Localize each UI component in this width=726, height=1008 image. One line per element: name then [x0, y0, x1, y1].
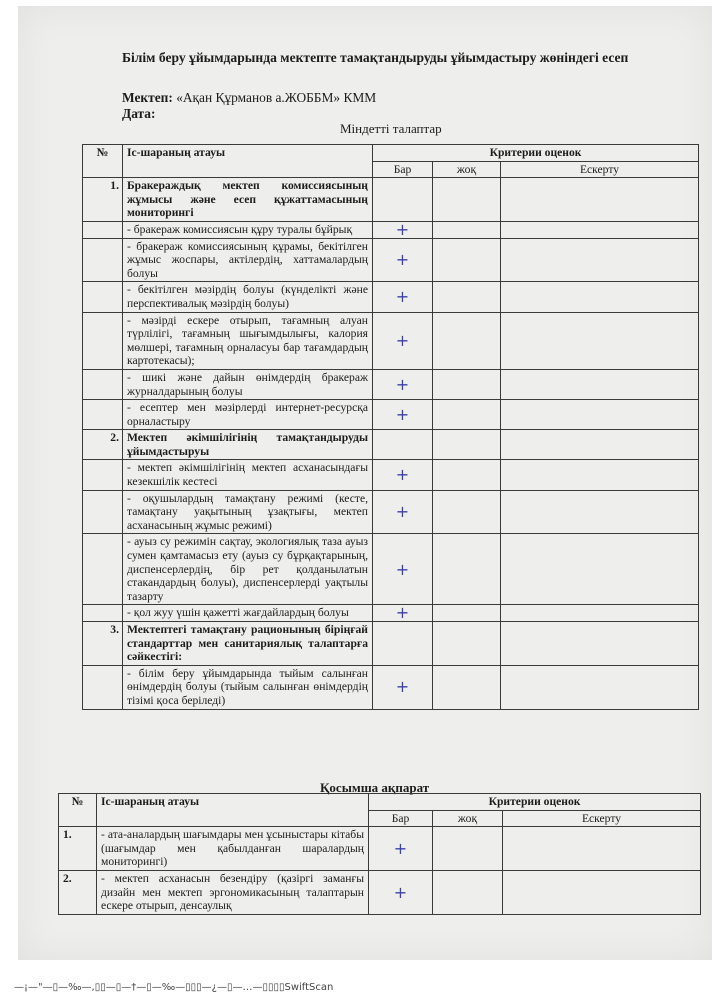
- item-text: - білім беру ұйымдарында тыйым салынған өнімдердің болуы (тыйым салынған өнімдердің тізімі қоса беріледі): [123, 665, 373, 709]
- col-name-header: Іс-шараның атауы: [97, 794, 369, 827]
- checkmark-plus: +: [373, 312, 433, 369]
- table-row: [83, 282, 699, 312]
- item-text: - шикі және дайын өнімдердің бракераж журналдарының болуы: [123, 369, 373, 399]
- checkmark-plus: +: [373, 490, 433, 534]
- item-text: - оқушылардың тамақтану режимі (кесте, тамақтану уақытының ұзақтығы, мектеп асханасының жұмыс режимі): [123, 490, 373, 534]
- section-title: Бракераждық мектеп комиссиясының жұмысы және есеп құжаттамасының мониторингі: [123, 178, 373, 222]
- col-note-header: Ескерту: [503, 810, 701, 827]
- table-row: [59, 870, 701, 914]
- table-row: [83, 605, 699, 622]
- item-text: - есептер мен мәзірлерді интернет-ресурсқа орналастыру: [123, 400, 373, 430]
- item-text: - мектеп асханасын безендіру (қазіргі заманғы дизайн мен мектеп эргономикасының талаптарын ескере отырып, денсаулық: [97, 870, 369, 914]
- document-header: [122, 50, 682, 66]
- item-text: - ата-аналардың шағымдары мен ұсыныстары кітабы (шағымдар мен қабылданған шаралардың мониторингі): [97, 827, 369, 871]
- section-row: [83, 430, 699, 460]
- row-number: 2.: [59, 870, 97, 914]
- col-note-header: Ескерту: [501, 161, 699, 178]
- checkmark-plus: +: [373, 605, 433, 622]
- col-zhok-header: жоқ: [433, 810, 503, 827]
- section-title: Мектеп әкімшілігінің тамақтандыруды ұйымдастыруы: [123, 430, 373, 460]
- table-row: [59, 827, 701, 871]
- table-row: [83, 312, 699, 369]
- requirements-title: Міндетті талаптар: [340, 121, 442, 136]
- item-text: - мәзірді ескере отырып, тағамның алуан түрлілігі, тағамның шығымдылығы, калория мөлшері, тағамның орналасуы бар тағамдардың картотекасы);: [123, 312, 373, 369]
- table-row: [83, 238, 699, 282]
- checkmark-plus: +: [373, 460, 433, 490]
- col-zhok-header: жоқ: [433, 161, 501, 178]
- table-row: [83, 490, 699, 534]
- section-number: 2.: [83, 430, 123, 460]
- col-bar-header: Бар: [373, 161, 433, 178]
- date-label: Дата:: [122, 106, 156, 121]
- supplementary-table: [58, 793, 701, 915]
- section-number: 3.: [83, 622, 123, 666]
- item-text: - бракераж комиссиясын құру туралы бұйрық: [123, 221, 373, 238]
- table-row: [83, 534, 699, 605]
- section-title: Мектептегі тамақтану рационының біріңғай стандарттар мен санитариялық талаптарға сәйкестігі:: [123, 622, 373, 666]
- checkmark-plus: +: [369, 827, 433, 871]
- item-text: - ауыз су режимін сақтау, экологиялық таза ауыз сумен қамтамасыз ету (ауыз су бұрқақтарының, диспенсерлердің, бір рет қолданылатын стакандардың болуы), диспенсерлерді уақтылы тазарту: [123, 534, 373, 605]
- row-number: 1.: [59, 827, 97, 871]
- section-number: 1.: [83, 178, 123, 222]
- section-row: [83, 622, 699, 666]
- school-label: Мектеп:: [122, 90, 173, 105]
- col-criteria-header: Критерии оценок: [373, 145, 699, 162]
- table-row: [83, 665, 699, 709]
- section-row: [83, 178, 699, 222]
- table-row: [83, 369, 699, 399]
- document-title: Білім беру ұйымдарында мектепте тамақтандыруды ұйымдастыру жөніндегі есеп: [122, 50, 629, 65]
- header-row: [59, 794, 701, 811]
- checkmark-plus: +: [373, 400, 433, 430]
- col-criteria-header: Критерии оценок: [369, 794, 701, 811]
- header-row: [83, 145, 699, 162]
- supplementary-title: Қосымша ақпарат: [320, 780, 430, 795]
- col-name-header: Іс-шараның атауы: [123, 145, 373, 178]
- checkmark-plus: +: [373, 282, 433, 312]
- checkmark-plus: +: [369, 870, 433, 914]
- checkmark-plus: +: [373, 221, 433, 238]
- item-text: - қол жуу үшін қажетті жағдайлардың болуы: [123, 605, 373, 622]
- col-num-header: №: [83, 145, 123, 178]
- table-row: [83, 400, 699, 430]
- scanner-footer: —¡—"—▯—‰—,▯▯—▯—†—▯—‰—▯▯▯—¿—▯—…—▯▯▯▯SwiftScan: [14, 982, 334, 993]
- table-row: [83, 460, 699, 490]
- school-value: «Ақан Құрманов а.ЖОББМ» КММ: [176, 90, 377, 105]
- checkmark-plus: +: [373, 238, 433, 282]
- school-line: [122, 90, 376, 106]
- table-row: [83, 221, 699, 238]
- checkmark-plus: +: [373, 665, 433, 709]
- requirements-table: [82, 144, 699, 710]
- col-num-header: №: [59, 794, 97, 827]
- item-text: - бекітілген мәзірдің болуы (күнделікті және перспективалық мәзірдің болуы): [123, 282, 373, 312]
- item-text: - мектеп әкімшілігінің мектеп асханасындағы кезекшілік кестесі: [123, 460, 373, 490]
- col-bar-header: Бар: [369, 810, 433, 827]
- item-text: - бракераж комиссиясының құрамы, бекітілген жұмыс жоспары, актілердің, хаттамалардың болуы: [123, 238, 373, 282]
- checkmark-plus: +: [373, 534, 433, 605]
- checkmark-plus: +: [373, 369, 433, 399]
